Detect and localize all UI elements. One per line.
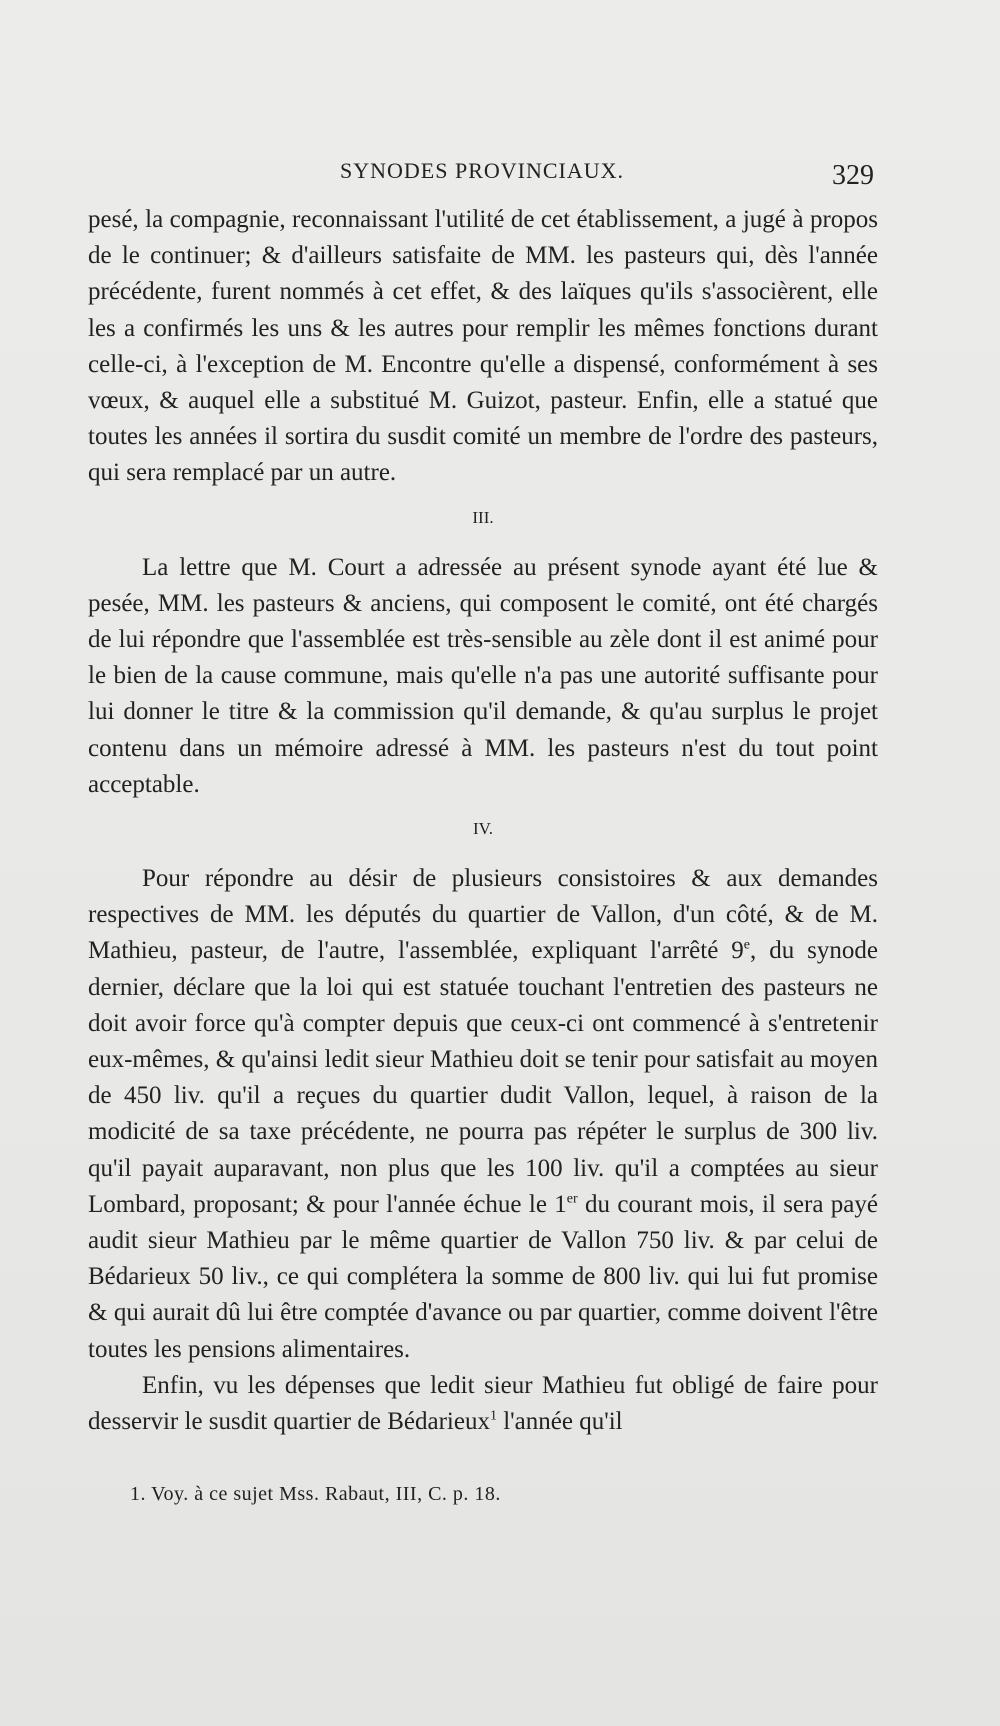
footnote: 1. Voy. à ce sujet Mss. Rabaut, III, C. p. 18. xyxy=(130,1483,501,1505)
paragraph-expenses xyxy=(88,1368,878,1440)
paragraph-text: l'année qu'il xyxy=(496,1408,623,1436)
paragraph-mathieu-pension xyxy=(88,861,878,1368)
section-heading-iii: III. xyxy=(472,507,494,527)
paragraph-continuation: pesé, la compagnie, reconnaissant l'utilité de cet établissement, a jugé à propos de le continuer; & d'ailleurs satisfaite de MM. les pasteurs qui, dès l'année précédente, furent nommés à cet effet, & des laïques qu'ils s'associèrent, elle les a confirmés les uns & les autres pour remplir les mêmes fonctions durant celle-ci, à l'exception de M. Encontre qu'elle a dispensé, conformément à ses vœux, & auquel elle a substitué M. Guizot, pasteur. Enfin, elle a statué que toutes les années il sortira du susdit comité un membre de l'ordre des pasteurs, qui sera remplacé par un autre. xyxy=(88,206,878,487)
paragraph-text: Pour répondre au désir de plusieurs consistoires & aux demandes respectives de MM. les députés du quartier de Vallon, d'un côté, & de M. Mathieu, pasteur, de l'autre, l'assemblée, expliquant l'arrêté 9 xyxy=(88,865,878,965)
section-heading-iv: IV. xyxy=(473,819,493,839)
page-body xyxy=(88,202,878,1440)
footnote-marker: 1 xyxy=(489,1408,497,1424)
superscript: er xyxy=(566,1191,578,1207)
paragraph-text: du courant mois, il sera payé audit sieur Mathieu par le même quartier de Vallon 750 liv. & par celui de Bédarieux 50 liv., ce qui complétera la somme de 800 liv. qui lui fut promise & qui aurait dû lui être comptée d'avance ou par quartier, comme doivent l'être toutes les pensions alimentaires. xyxy=(88,1190,878,1363)
paragraph-text: Enfin, vu les dépenses que ledit sieur Mathieu fut obligé de faire pour desservir le susdit quartier de Bédarieux xyxy=(88,1371,878,1436)
running-title: SYNODES PROVINCIAUX. xyxy=(340,158,625,183)
paragraph-court-letter: La lettre que M. Court a adressée au présent synode ayant été lue & pesée, MM. les pasteurs & anciens, qui composent le comité, ont été chargés de lui répondre que l'assemblée est très-sensible au zèle dont il est animé pour le bien de la cause commune, mais qu'elle n'a pas une autorité suffisante pour lui donner le titre & la commission qu'il demande, & qu'au surplus le projet contenu dans un mémoire adressé à MM. les pasteurs n'est du tout point acceptable. xyxy=(88,553,878,798)
page-number: 329 xyxy=(832,160,874,191)
superscript: e xyxy=(743,938,750,954)
paragraph-text: , du synode dernier, déclare que la loi qui est statuée touchant l'entretien des pasteurs ne doit avoir force qu'à compter depuis que ceux-ci ont commencé à s'entretenir eux-mêmes, & qu'ainsi ledit sieur Mathieu doit se tenir pour satisfait au moyen de 450 liv. qu'il a reçues du quartier dudit Vallon, lequel, à raison de la modicité de sa taxe précédente, ne pourra pas répéter le surplus de 300 liv. qu'il payait auparavant, non plus que les 100 liv. qu'il a comptées au sieur Lombard, proposant; & pour l'année échue le 1 xyxy=(88,937,878,1218)
